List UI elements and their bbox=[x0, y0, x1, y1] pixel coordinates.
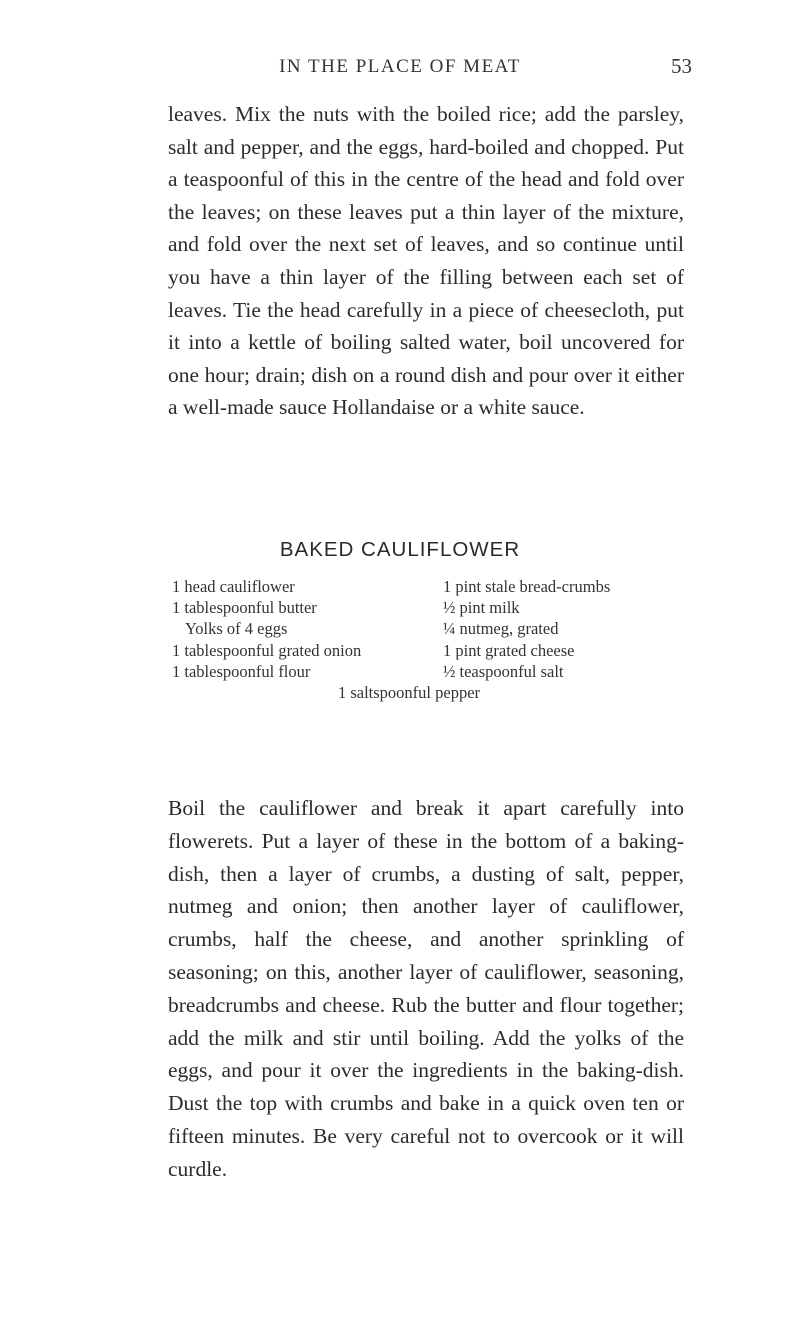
ingredient-row bbox=[172, 576, 692, 597]
ingredient-item: 1 pint stale bread-crumbs bbox=[443, 577, 611, 596]
ingredient-item: 1 head cauliflower bbox=[172, 577, 295, 596]
ingredient-item: ½ pint milk bbox=[443, 598, 520, 618]
ingredient-row bbox=[172, 661, 692, 682]
ingredient-item: 1 tablespoonful grated onion bbox=[172, 640, 362, 660]
recipe-title: BAKED CAULIFLOWER bbox=[279, 538, 521, 561]
ingredient-row bbox=[172, 640, 692, 661]
ingredient-item: Yolks of 4 eggs bbox=[185, 619, 288, 639]
ingredient-item: ½ teaspoonful salt bbox=[443, 661, 564, 681]
page-number: 53 bbox=[671, 54, 692, 78]
paragraph-continued: leaves. Mix the nuts with the boiled rice; add the parsley, salt and pepper, and the eggs, hard-boiled and chopped. Put a teaspoonful of this in the centre of the head and fold over the leaves; on these leaves put a thin layer of the mixture, and fold over the next set of leaves, and so continue until you have a thin layer of the filling between each set of leaves. Tie the head carefully in a piece of cheesecloth, put it into a kettle of boiling salted water, boil uncovered for one hour; drain; dish on a round dish and pour over it either a well-made sauce Hollandaise or a white sauce. bbox=[168, 102, 684, 420]
ingredient-item: 1 tablespoonful flour bbox=[172, 661, 311, 681]
recipe-instructions: Boil the cauliflower and break it apart carefully into flowerets. Put a layer of these in the bottom of a baking-dish, then a layer of crumbs, a dusting of salt, pepper, nutmeg and onion; then another layer of cauliflower, crumbs, half the cheese, and another sprinkling of seasoning; on this, another layer of cauliflower, seasoning, breadcrumbs and cheese. Rub the butter and flour together; add the milk and stir until boiling. Add the yolks of the eggs, and pour it over the ingredients in the baking-dish. Dust the top with crumbs and bake in a quick oven ten or fifteen minutes. Be very careful not to overcook or it will curdle. bbox=[168, 796, 684, 1181]
ingredient-row bbox=[172, 618, 692, 639]
ingredient-item: 1 tablespoonful butter bbox=[172, 598, 317, 618]
ingredient-row bbox=[172, 682, 692, 703]
ingredient-row bbox=[172, 597, 692, 618]
ingredient-item: 1 saltspoonful pepper bbox=[337, 682, 481, 702]
ingredient-item: ¼ nutmeg, grated bbox=[443, 619, 559, 639]
ingredient-item: 1 pint grated cheese bbox=[443, 640, 575, 660]
running-title: IN THE PLACE OF MEAT bbox=[279, 56, 521, 77]
running-head bbox=[0, 56, 800, 86]
ingredient-list bbox=[172, 576, 692, 703]
